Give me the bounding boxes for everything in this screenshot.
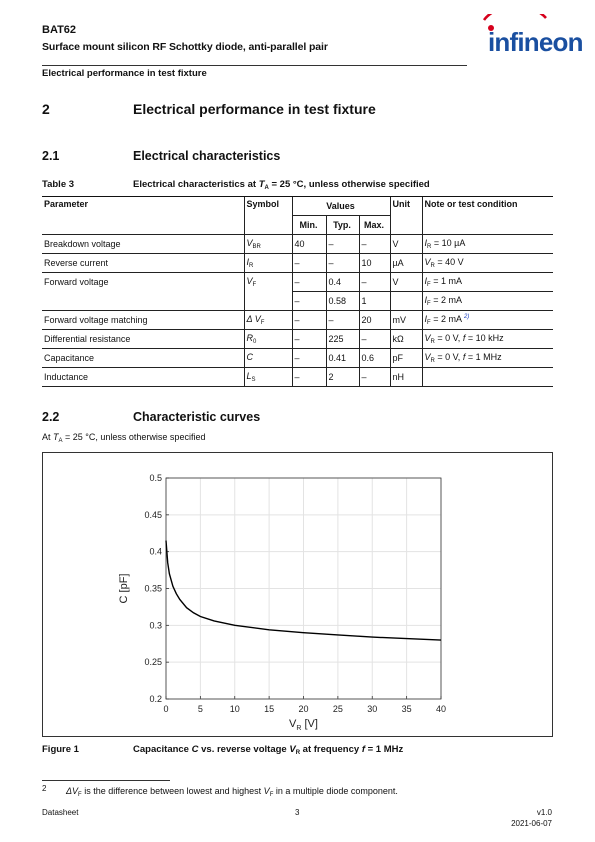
subsection-title: Characteristic curves: [133, 410, 261, 424]
x-tick-label: 40: [435, 704, 447, 714]
cell-parameter: Reverse current: [42, 254, 244, 273]
figure-frame: [42, 452, 553, 737]
cell-parameter: Forward voltage: [42, 273, 244, 292]
table-row: [42, 254, 553, 273]
cell-max: 0.6: [359, 349, 390, 368]
cell-typ: –: [326, 235, 359, 254]
header-note: Note or test condition: [422, 197, 553, 235]
x-axis-label: $V_R$ [V]: [289, 718, 318, 732]
y-tick-label: 0.45: [144, 509, 162, 520]
capacitance-chart: [43, 453, 552, 736]
y-axis-label: C [pF]: [118, 573, 130, 604]
table-row: [42, 311, 553, 330]
table-row: [42, 368, 553, 387]
table-label: Table 3: [42, 179, 75, 190]
cell-parameter: Breakdown voltage: [42, 235, 244, 254]
y-tick-label: 0.25: [144, 657, 162, 668]
cell-min: –: [292, 349, 326, 368]
table-row: [42, 273, 553, 292]
footnote-number: 2: [42, 784, 47, 793]
cell-symbol: C: [244, 349, 292, 368]
cell-parameter: Differential resistance: [42, 330, 244, 349]
cell-unit: mV: [390, 311, 422, 330]
x-tick-label: 25: [332, 704, 343, 714]
x-tick-label: 35: [401, 704, 412, 714]
cell-unit: nH: [390, 368, 422, 387]
subsection-title: Electrical characteristics: [133, 149, 281, 163]
cell-parameter: [42, 292, 244, 311]
header-unit: Unit: [390, 197, 422, 235]
cell-symbol: $V_{BR}$: [244, 235, 292, 254]
cell-note: $I_R = 10$ µA: [422, 235, 553, 254]
footer-date: 2021-06-07: [511, 819, 552, 828]
table-row: [42, 330, 553, 349]
cell-max: 1: [359, 292, 390, 311]
cell-note: $V_R = 0$ V, f = 1 MHz: [422, 349, 553, 368]
section-title: Electrical performance in test fixture: [133, 101, 376, 117]
cell-symbol: $R_0$: [244, 330, 292, 349]
cell-symbol: $I_R$: [244, 254, 292, 273]
cell-min: –: [292, 292, 326, 311]
header-divider: [42, 65, 467, 66]
cell-typ: –: [326, 254, 359, 273]
section-number: 2: [42, 101, 50, 117]
footnote-rule: [42, 780, 170, 781]
x-tick-label: 5: [197, 704, 203, 714]
cell-parameter: Capacitance: [42, 349, 244, 368]
curves-condition: At $T_A = 25$ °C, unless otherwise specified: [42, 432, 206, 444]
figure-label: Figure 1: [42, 744, 79, 755]
product-description: Surface mount silicon RF Schottky diode, anti-parallel pair: [42, 41, 328, 53]
cell-typ: –: [326, 311, 359, 330]
x-tick-label: 15: [264, 704, 275, 714]
footnote-ref[interactable]: 2): [463, 314, 470, 320]
cell-typ: 0.41: [326, 349, 359, 368]
cell-note: $V_R = 0$ V, f = 10 kHz: [422, 330, 553, 349]
footer-page-number: 3: [295, 808, 300, 817]
cell-unit: kΩ: [390, 330, 422, 349]
cell-min: 40: [292, 235, 326, 254]
cell-typ: 2: [326, 368, 359, 387]
cell-parameter: Forward voltage matching: [42, 311, 244, 330]
cell-max: 20: [359, 311, 390, 330]
table-row: [42, 235, 553, 254]
cell-max: –: [359, 368, 390, 387]
subsection-number: 2.2: [42, 410, 60, 424]
cell-parameter: Inductance: [42, 368, 244, 387]
table-body: [42, 235, 553, 387]
cell-unit: [390, 292, 422, 311]
table-row: [42, 349, 553, 368]
cell-min: –: [292, 273, 326, 292]
x-tick-label: 30: [367, 704, 378, 714]
cell-max: –: [359, 235, 390, 254]
cell-unit: V: [390, 235, 422, 254]
y-tick-label: 0.2: [149, 694, 162, 704]
cell-max: 10: [359, 254, 390, 273]
cell-unit: pF: [390, 349, 422, 368]
table-row: [42, 292, 553, 311]
cell-unit: µA: [390, 254, 422, 273]
y-tick-label: 0.4: [149, 546, 162, 557]
cell-symbol: $L_S$: [244, 368, 292, 387]
footer-doc-type: Datasheet: [42, 808, 79, 817]
x-tick-label: 10: [229, 704, 240, 714]
cell-note: [422, 368, 553, 387]
cell-max: –: [359, 330, 390, 349]
table-caption: Electrical characteristics at $T_A = 25$ °C, unless otherwise specified: [133, 179, 430, 191]
y-tick-label: 0.5: [149, 473, 162, 483]
cell-symbol: Δ $V_F$: [244, 311, 292, 330]
header-section-title: Electrical performance in test fixture: [42, 68, 207, 79]
logo-wordmark: infineon: [488, 27, 583, 57]
header-symbol: Symbol: [244, 197, 292, 235]
cell-min: –: [292, 368, 326, 387]
cell-note: $I_F = 2$ mA $^{2)}$: [422, 311, 553, 330]
x-tick-label: 0: [163, 704, 169, 714]
cell-symbol: [244, 292, 292, 311]
y-tick-label: 0.3: [149, 620, 162, 631]
cell-min: –: [292, 254, 326, 273]
cell-unit: V: [390, 273, 422, 292]
y-tick-label: 0.35: [144, 583, 162, 594]
header-parameter: Parameter: [42, 197, 244, 235]
x-tick-label: 20: [298, 704, 309, 714]
electrical-characteristics-table: [42, 196, 553, 387]
infineon-logo: [476, 14, 586, 62]
header-min: Min.: [292, 216, 326, 235]
cell-typ: 0.4: [326, 273, 359, 292]
cell-note: $V_R = 40$ V: [422, 254, 553, 273]
figure-caption: Capacitance C vs. reverse voltage $V_R$ at frequency f = 1 MHz: [133, 744, 404, 756]
cell-note: $I_F = 2$ mA: [422, 292, 553, 311]
cell-symbol: $V_F$: [244, 273, 292, 292]
footnote-text: $\Delta V_F$ is the difference between lowest and highest $V_F$ in a multiple diode component.: [66, 786, 398, 798]
cell-min: –: [292, 311, 326, 330]
product-name: BAT62: [42, 24, 77, 36]
header-typ: Typ.: [326, 216, 359, 235]
cell-max: –: [359, 273, 390, 292]
header-values: Values: [292, 197, 390, 216]
cell-typ: 0.58: [326, 292, 359, 311]
cell-note: $I_F = 1$ mA: [422, 273, 553, 292]
subsection-number: 2.1: [42, 149, 60, 163]
header-max: Max.: [359, 216, 390, 235]
cell-typ: 225: [326, 330, 359, 349]
footer-version: v1.0: [536, 808, 552, 817]
cell-min: –: [292, 330, 326, 349]
